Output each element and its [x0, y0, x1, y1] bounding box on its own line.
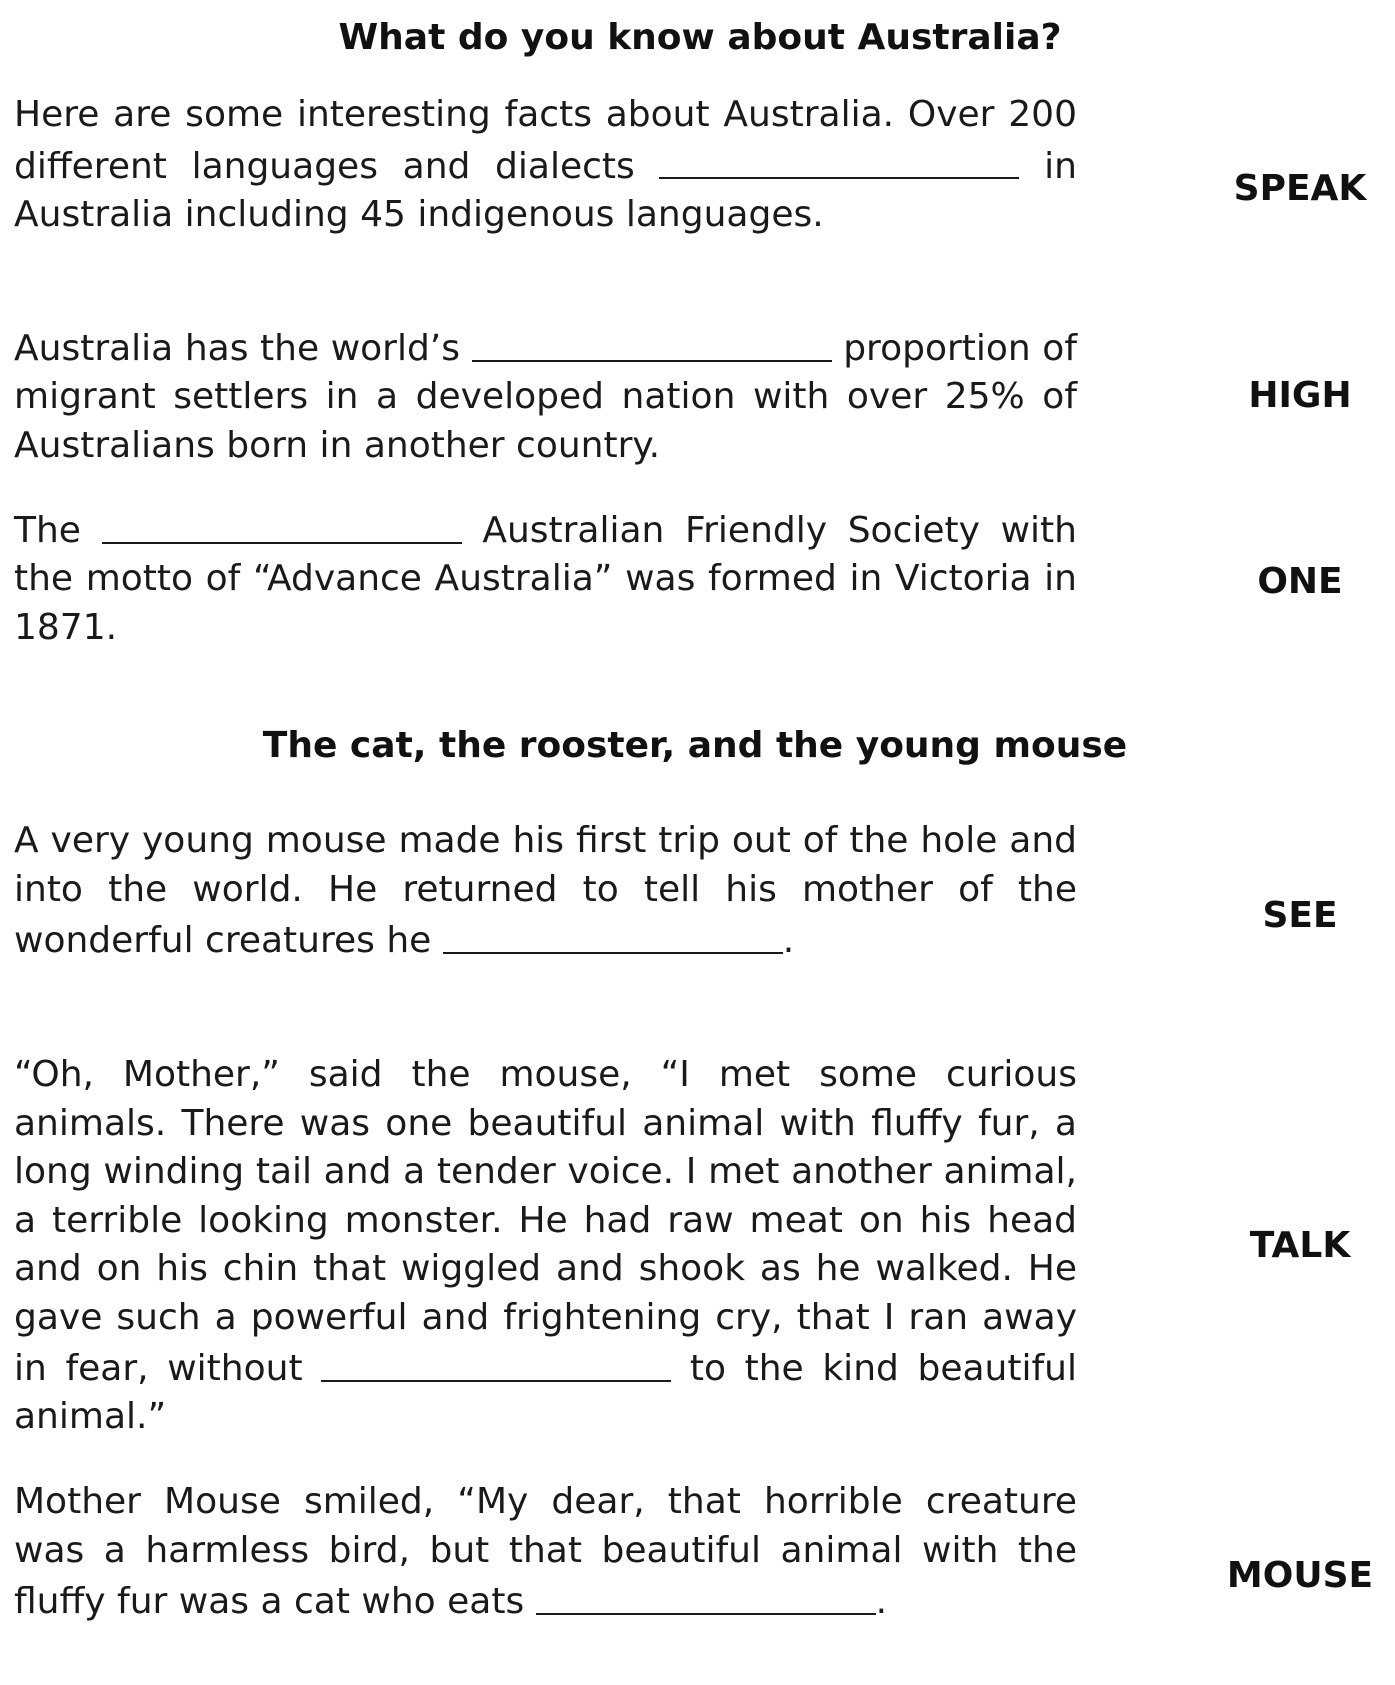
prompt-word: ONE	[1257, 561, 1343, 602]
prompt-word: MOUSE	[1226, 1555, 1374, 1596]
paragraph-text-before: The	[14, 509, 81, 551]
paragraph-text-after: to the kind beautiful animal.”	[14, 1347, 1077, 1438]
answer-blank[interactable]	[443, 914, 783, 954]
paragraph-text-after: .	[782, 919, 795, 961]
paragraph-text-after: in Australia including 45 indigenous languages.	[14, 145, 1077, 235]
prompt-word: SEE	[1262, 895, 1338, 936]
exercise-paragraph	[14, 91, 1077, 239]
paragraph-text-before: Mother Mouse smiled, “My dear, that horrible creature was a harmless bird, but that beautiful animal with the fluffy fur was a cat who eats	[14, 1481, 1077, 1622]
exercise-paragraph	[14, 322, 1077, 470]
answer-blank[interactable]	[321, 1342, 671, 1382]
answer-blank[interactable]	[659, 140, 1019, 180]
paragraph-text-before: A very young mouse made his first trip out of the hole and into the world. He returned to tell his mother of the wonderful creatures he	[14, 820, 1077, 961]
answer-blank[interactable]	[536, 1575, 876, 1615]
paragraph-text-before: Here are some interesting facts about Australia. Over 200 different languages and dialects	[14, 94, 1077, 187]
section-title-story: The cat, the rooster, and the young mouse	[262, 725, 1128, 766]
paragraph-text-after: .	[875, 1580, 888, 1622]
exercise-paragraph	[14, 504, 1077, 652]
exercise-paragraph	[14, 1051, 1077, 1442]
exercise-paragraph	[14, 817, 1077, 965]
answer-blank[interactable]	[102, 504, 462, 544]
prompt-word: SPEAK	[1233, 168, 1367, 209]
exercise-paragraph	[14, 1478, 1077, 1626]
section-title-australia: What do you know about Australia?	[338, 17, 1062, 58]
paragraph-text-before: “Oh, Mother,” said the mouse, “I met some curious animals. There was one beautiful animal with fluffy fur, a long winding tail and a tender voice. I met another animal, a terrible looking monster. He had raw meat on his head and on his chin that wiggled and shook as he walked. He gave such a powerful and frightening cry, that I ran away in fear, without	[14, 1054, 1077, 1389]
prompt-word: TALK	[1249, 1225, 1351, 1266]
paragraph-text-before: Australia has the world’s	[14, 327, 461, 369]
answer-blank[interactable]	[472, 322, 832, 362]
prompt-word: HIGH	[1248, 375, 1352, 416]
paragraph-text-after: proportion of migrant settlers in a developed nation with over 25% of Australians born in another country.	[14, 327, 1078, 466]
paragraph-text-after: Australian Friendly Society with the motto of “Advance Australia” was formed in Victoria in 1871.	[14, 509, 1077, 648]
